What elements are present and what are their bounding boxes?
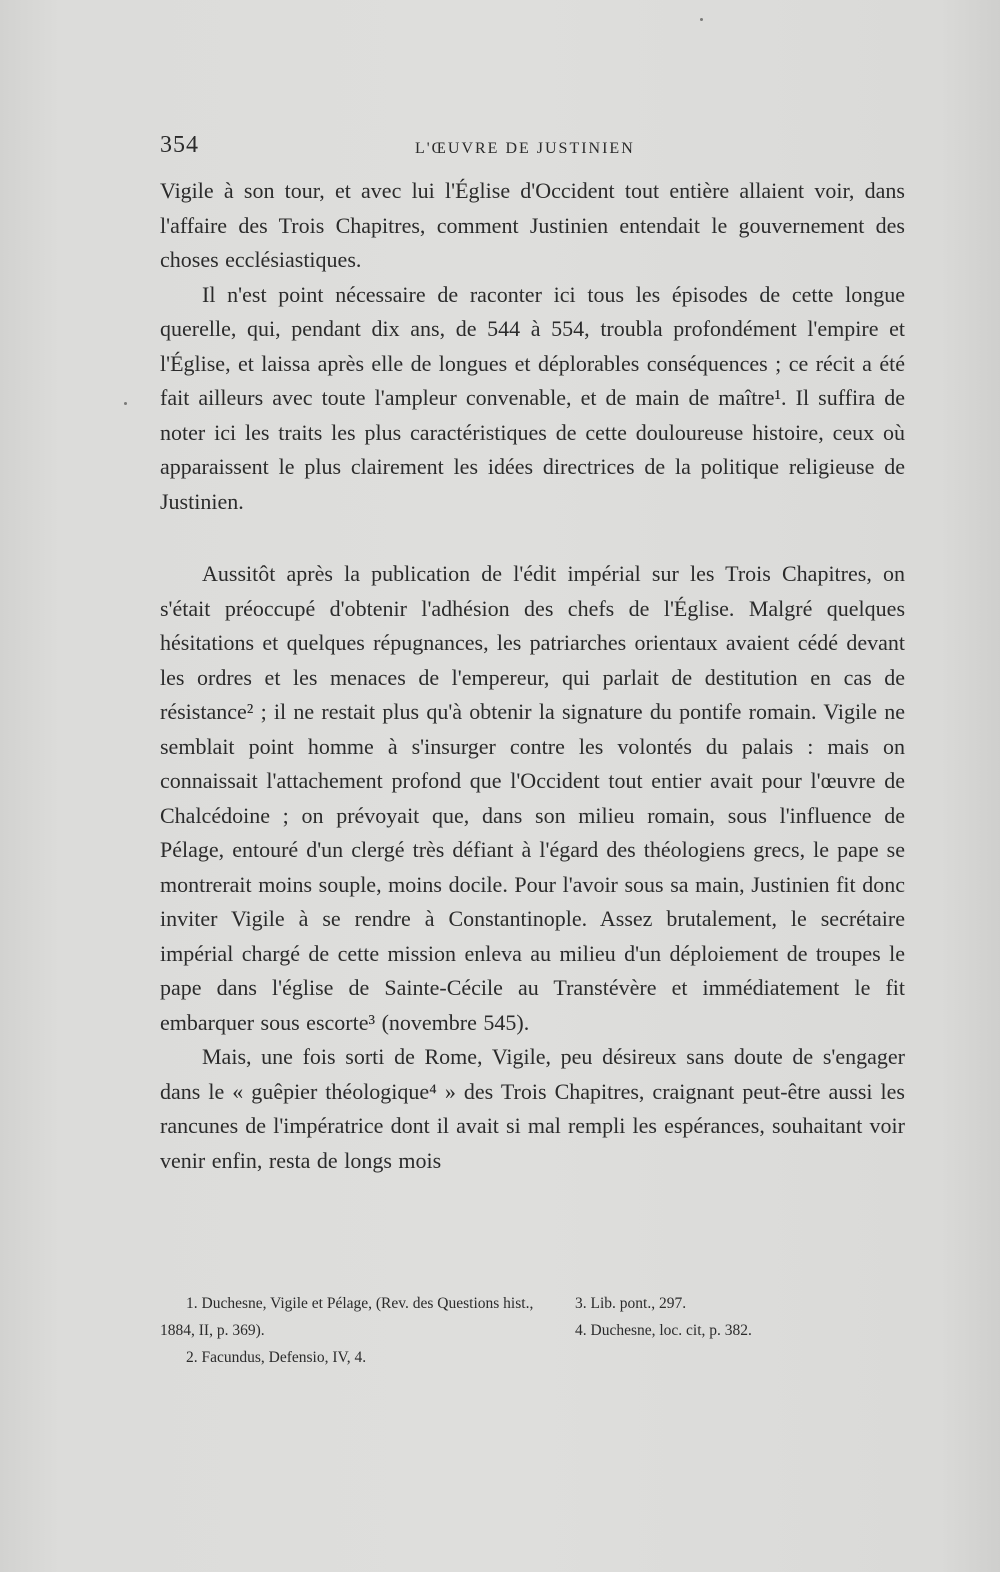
paragraph: Mais, une fois sorti de Rome, Vigile, peu désireux sans doute de s'engager dans le « guêpier théologique⁴ » des Trois Chapitres, craignant peut-être aussi les rancunes de l'impératrice dont il avait si mal rempli les espérances, souhaitant voir venir enfin, resta de longs mois [160, 1044, 905, 1173]
running-title: L'ŒUVRE DE JUSTINIEN [415, 140, 635, 157]
paragraph: Aussitôt après la publication de l'édit impérial sur les Trois Chapitres, on s'était préoccupé d'obtenir l'adhésion des chefs de l'Église. Malgré quelques hésitations et quelques répugnances, les patriarches orientaux avaient cédé devant les ordres et les menaces de l'empereur, qui parlait de destitution en cas de résistance² ; il ne restait plus qu'à obtenir la signature du pontife romain. Vigile ne semblait point homme à s'insurger contre les volontés du palais : mais on connaissait l'attachement profond que l'Occident tout entier avait pour l'œuvre de Chalcédoine ; on prévoyait que, dans son milieu romain, sous l'influence de Pélage, entouré d'un clergé très défiant à l'égard des théologiens grecs, le pape se montrerait moins souple, moins docile. Pour l'avoir sous sa main, Justinien fit donc inviter Vigile à se rendre à Constantinople. Assez brutalement, le secrétaire impérial chargé de cette mission enleva au milieu d'un déploiement de troupes le pape dans l'église de Sainte-Cécile au Transtévère et immédiatement le fit embarquer sous escorte³ (novembre 545). [160, 561, 905, 1035]
footnote: 2. Facundus, Defensio, IV, 4. [186, 1349, 367, 1366]
footnote: 4. Duchesne, loc. cit, p. 382. [575, 1322, 752, 1339]
paper-speck [124, 402, 127, 405]
paper-speck [700, 18, 703, 21]
footnote: 3. Lib. pont., 297. [575, 1295, 687, 1312]
footnote: 1. Duchesne, Vigile et Pélage, (Rev. des Questions hist., 1884, II, p. 369). [160, 1295, 534, 1339]
paragraph: Il n'est point nécessaire de raconter ici tous les épisodes de cette longue querelle, qui, pendant dix ans, de 544 à 554, troubla profondément l'empire et l'Église, et laissa après elle de longues et déplorables conséquences ; ce récit a été fait ailleurs avec toute l'ampleur convenable, et de main de maître¹. Il suffira de noter ici les traits les plus caractéristiques de cette douloureuse histoire, ceux où apparaissent le plus clairement les idées directrices de la politique religieuse de Justinien. [160, 281, 905, 514]
footnotes-left-column [160, 1290, 550, 1371]
page-number: 354 [160, 132, 199, 158]
footnotes-right-column [575, 1290, 905, 1344]
page-header [160, 132, 905, 162]
paragraph: Vigile à son tour, et avec lui l'Église d'Occident tout entière allaient voir, dans l'affaire des Trois Chapitres, comment Justinien entendait le gouvernement des choses ecclésiastiques. [160, 178, 905, 272]
body-text [160, 174, 905, 1178]
